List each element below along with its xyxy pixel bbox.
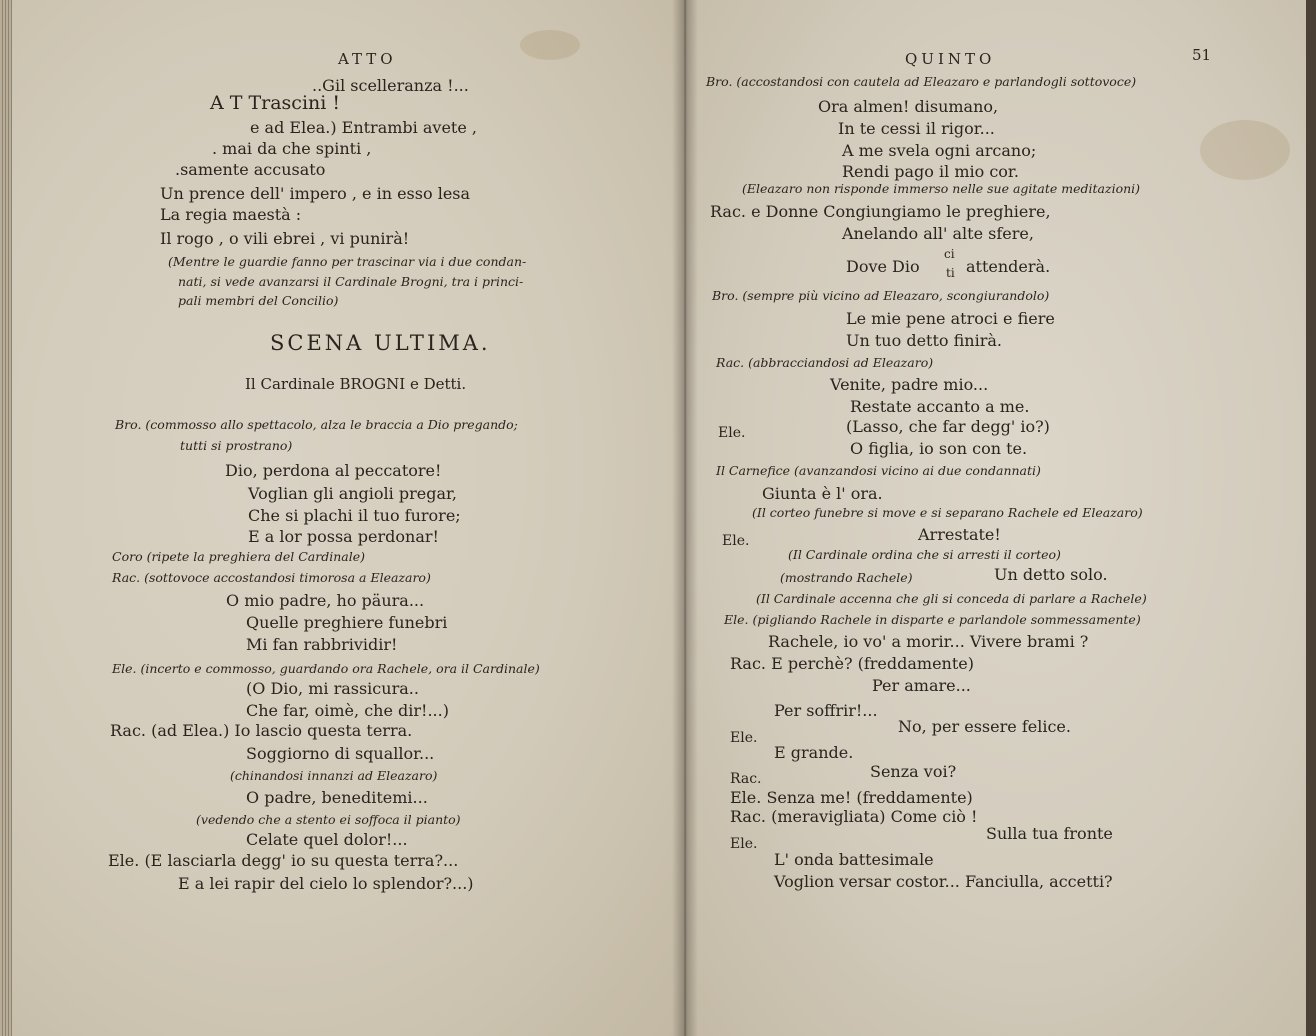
verse-line: E grande. [774,743,854,762]
verse-line: Voglion versar costor... Fanciulla, accetti? [774,872,1113,891]
stage-direction: (Eleazaro non risponde immerso nelle sue agitate meditazioni) [742,181,1141,196]
verse-line: In te cessi il rigor... [838,119,995,138]
verse-line: Senza voi? [870,762,957,781]
stage-direction: tutti si prostrano) [180,438,293,453]
stage-direction: (vedendo che a stento ei soffoca il pianto) [196,812,461,827]
speaker-label: Ele. [730,836,758,852]
verse-line: Rac. e Donne Congiungiamo le preghiere, [710,202,1051,221]
book-gutter [672,0,698,1036]
scene-characters: Il Cardinale BROGNI e Detti. [245,375,467,393]
verse-line: Celate quel dolor!... [246,830,408,849]
page-edges-left [0,0,12,1036]
verse-line: A T Trascini ! [210,92,341,114]
stage-direction: Bro. (commosso allo spettacolo, alza le braccia a Dio pregando; [115,417,518,432]
stage-direction: pali membri del Concilio) [178,293,339,308]
verse-line: L' onda battesimale [774,850,934,869]
verse-line: Mi fan rabbrividir! [246,635,398,654]
stage-direction: Rac. (sottovoce accostandosi timorosa a Eleazaro) [112,570,431,585]
page-number: 51 [1192,46,1212,64]
verse-line: Ora almen! disumano, [818,97,999,116]
verse-line: Un prence dell' impero , e in esso lesa [160,184,471,203]
verse-line: Le mie pene atroci e fiere [846,309,1055,328]
verse-line: . mai da che spinti , [212,139,372,158]
paper-stain [520,30,580,60]
running-header-right: QUINTO [905,50,996,68]
verse-line: E a lei rapir del cielo lo splendor?...) [178,874,474,893]
verse-line: O mio padre, ho päura... [226,591,425,610]
stage-direction: (Mentre le guardie fanno per trascinar via i due condan- [168,254,527,269]
verse-line: E a lor possa perdonar! [248,527,439,546]
verse-line: Restate accanto a me. [850,397,1030,416]
verse-line: A me svela ogni arcano; [842,141,1037,160]
stage-direction: (Il corteo funebre si move e si separano Rachele ed Eleazaro) [752,505,1143,520]
verse-line: attenderà. [966,257,1051,276]
verse-line: Rac. E perchè? (freddamente) [730,654,974,673]
stage-direction: (chinandosi innanzi ad Eleazaro) [230,768,438,783]
verse-line: ti [946,266,955,280]
verse-line: Venite, padre mio... [830,375,989,394]
verse-line: O figlia, io son con te. [850,439,1028,458]
verse-line: Rac. (ad Elea.) Io lascio questa terra. [110,721,413,740]
verse-line: ..Gil scelleranza !... [312,76,469,95]
verse-line: Quelle preghiere funebri [246,613,448,632]
verse-line: (O Dio, mi rassicura.. [246,679,419,698]
verse-line: Soggiorno di squallor... [246,744,435,763]
verse-line: Un detto solo. [994,565,1108,584]
verse-line: Arrestate! [918,525,1001,544]
verse-line: Per amare... [872,676,971,695]
stage-direction: (mostrando Rachele) [780,570,913,585]
stage-direction: Il Carnefice (avanzandosi vicino ai due condannati) [716,463,1041,478]
stage-direction: Rac. (abbracciandosi ad Eleazaro) [716,355,934,370]
verse-line: Anelando all' alte sfere, [842,224,1034,243]
stage-direction: Bro. (sempre più vicino ad Eleazaro, scongiurandolo) [712,288,1050,303]
verse-line: ci [944,247,955,261]
speaker-label: Ele. [730,730,758,746]
verse-line: No, per essere felice. [898,717,1071,736]
verse-line: Per soffrir!... [774,701,878,720]
stage-direction: (Il Cardinale accenna che gli si conceda di parlare a Rachele) [756,591,1147,606]
stage-direction: Bro. (accostandosi con cautela ad Eleazaro e parlandogli sottovoce) [706,74,1137,89]
stage-direction: Ele. (incerto e commosso, guardando ora Rachele, ora il Cardinale) [112,661,540,676]
verse-line: Che far, oimè, che dir!...) [246,701,449,720]
verse-line: Un tuo detto finirà. [846,331,1002,350]
page-edges-right [1306,0,1316,1036]
stage-direction: Ele. (pigliando Rachele in disparte e parlandole sommessamente) [724,612,1141,627]
verse-line: Che si plachi il tuo furore; [248,506,461,525]
verse-line: (Lasso, che far degg' io?) [846,417,1050,436]
verse-line: O padre, beneditemi... [246,788,428,807]
verse-line: Ele. Senza me! (freddamente) [730,788,973,807]
verse-line: Il rogo , o vili ebrei , vi punirà! [160,229,410,248]
verse-line: Ele. (E lasciarla degg' io su questa terra?... [108,851,459,870]
paper-stain [1200,120,1290,180]
verse-line: Rachele, io vo' a morir... Vivere brami ? [768,632,1089,651]
verse-line: .samente accusato [175,160,326,179]
stage-direction: nati, si vede avanzarsi il Cardinale Brogni, tra i princi- [178,274,524,289]
speaker-label: Ele. [722,533,750,549]
speaker-label: Ele. [718,425,746,441]
verse-line: Dio, perdona al peccatore! [225,461,442,480]
verse-line: Sulla tua fronte [986,824,1113,843]
verse-line: Dove Dio [846,257,920,276]
speaker-label: Rac. [730,771,762,787]
verse-line: La regia maestà : [160,205,302,224]
verse-line: e ad Elea.) Entrambi avete , [250,118,477,137]
scene-title: SCENA ULTIMA. [270,331,491,355]
verse-line: Rendi pago il mio cor. [842,162,1019,181]
stage-direction: Coro (ripete la preghiera del Cardinale) [112,549,365,564]
stage-direction: (Il Cardinale ordina che si arresti il corteo) [788,547,1061,562]
verse-line: Giunta è l' ora. [762,484,883,503]
verse-line: Rac. (meravigliata) Come ciò ! [730,807,978,826]
verse-line: Voglian gli angioli pregar, [248,484,457,503]
running-header-left: ATTO [338,50,397,68]
